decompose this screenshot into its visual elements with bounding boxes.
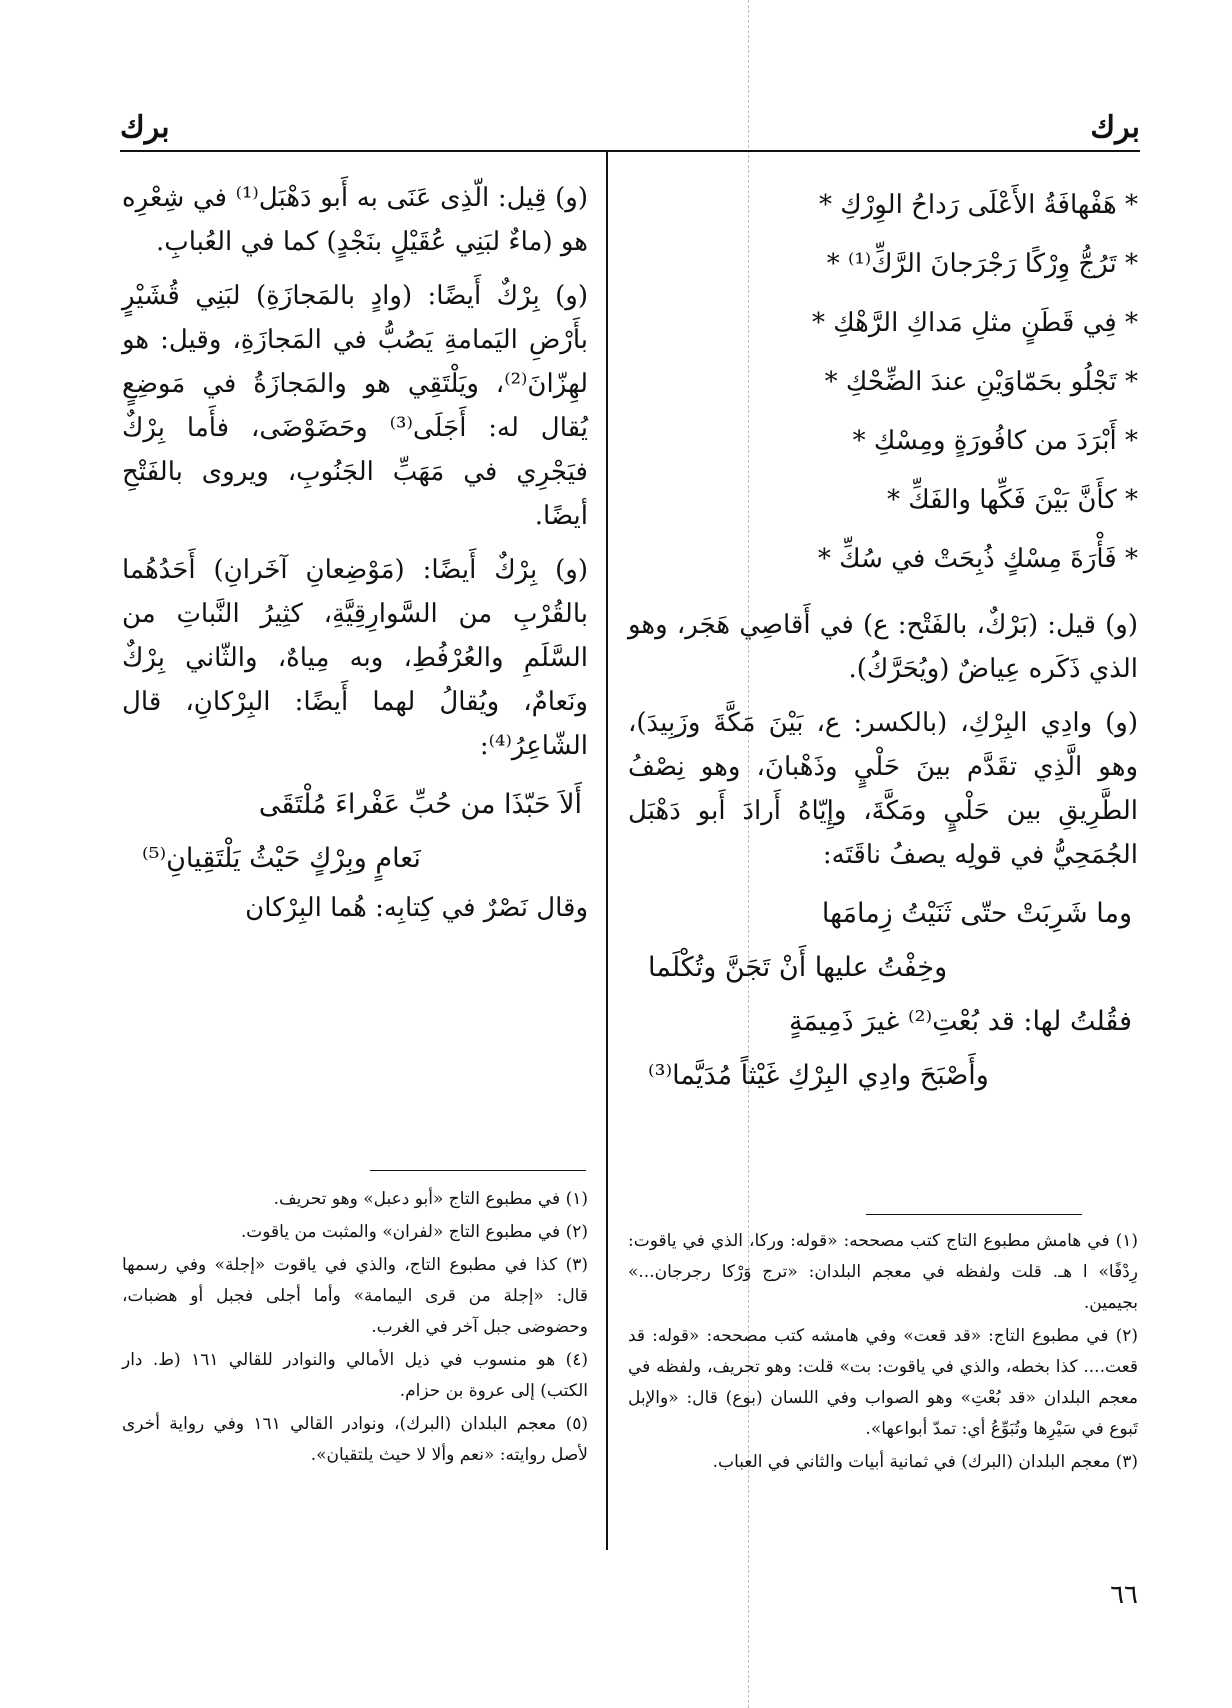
paragraph: (و) بِرْكٌ أَيضًا: (مَوْضِعانِ آخَرانِ) أَحَدُهُما بالقُرْبِ من السَّوارِقِيَّةِ، كثِيرُ النَّباتِ من السَّلَمِ والعُرْفُطِ، وبه مِياهٌ، والثّاني بِرْكٌ ونَعامٌ، ويُقالُ لهما أَيضًا: البِرْكانِ، قال الشّاعِرُ⁽⁴⁾:	[122, 555, 588, 761]
footnote: (١) في هامش مطبوع التاج كتب مصححه: «قوله: وركا، الذي في ياقوت: رِدْفًا» ا هـ. قلت ولفظه في معجم البلدان: «ترج وَرْكا رجرجان...» بجيمين.	[628, 1231, 1138, 1313]
header-title-right: برك	[1090, 110, 1140, 145]
poem-line: وما شَرِبَتْ حتّى ثَنَيْتُ زِمامَها	[821, 898, 1132, 929]
footnote-rule-right	[866, 1214, 1082, 1215]
paragraph: وقال نَصْرٌ في كِتابِه: هُما البِرْكان	[245, 893, 588, 923]
header-rule	[120, 150, 1140, 152]
column-divider	[606, 150, 608, 1550]
paragraph: (و) بِرْكٌ أَيضًا: (وادٍ بالمَجازَةِ) لبَنِي قُشَيْرٍ بأَرْضِ اليَمامةِ يَصُبُّ في المَجازَةِ، وقيل: هو لهِزّانَ⁽²⁾، ويَلْتَقِي هو والمَجازَةُ في مَوضِعٍ يُقال له: أَجَلَى⁽³⁾ وحَضَوْضَى، فأَما بِرْكٌ فيَجْرِي في مَهَبِّ الجَنُوبِ، ويروى بالفَتْحِ أيضًا.	[122, 281, 589, 531]
poem-line: فقُلتُ لها: قد بُعْتِ⁽²⁾ غيرَ ذَمِيمَةٍ	[788, 1006, 1132, 1037]
footnote: (٣) معجم البلدان (البرك) في ثمانية أبيات والثاني في العباب.	[712, 1452, 1138, 1472]
verse-block	[628, 176, 1138, 589]
poem-block	[628, 887, 1138, 1103]
poem-block	[122, 778, 588, 886]
footnotes-right	[628, 1226, 1138, 1480]
poem-line: نَعامٍ وبِرْكٍ حَيْثُ يَلْتَقِيانِ⁽⁵⁾	[142, 843, 421, 874]
verse-line: * كأَنَّ بَيْنَ فَكِّها والفَكِّ *	[886, 485, 1138, 515]
paragraph: (و) قِيل: الّذِى عَنَى به أَبو دَهْبَل⁽¹⁾ في شِعْرِه هو (ماءٌ لبَنِي عُقَيْلٍ بنَجْدٍ) كما في العُبابِ.	[122, 183, 589, 257]
verse-line: * تَرُجُّ وِرْكًا رَجْرَجانَ الرَّكِّ⁽¹⁾ *	[826, 249, 1138, 279]
verse-line: * فَأْرَةَ مِسْكٍ ذُبِحَتْ في سُكِّ *	[817, 544, 1138, 574]
paragraph: (و) وادِي البِرْكِ، (بالكسر: ع، بَيْنَ مَكَّةَ وزَبِيدَ)، وهو الَّذِي تقَدَّم بينَ حَلْيٍ وذَهْبانَ، وهو نِصْفُ الطَّرِيقِ بين حَلْيٍ ومَكَّةَ، وإِيّاهُ أَرادَ أَبو دَهْبَل الجُمَحِيُّ في قولِه يصفُ ناقَتَه:	[628, 708, 1138, 870]
footnote-rule-left	[370, 1170, 586, 1171]
left-column	[122, 176, 588, 940]
paragraph: (و) قيل: (بَرْكٌ، بالفَتْح: ع) في أَقاصِي هَجَر، وهو الذي ذَكَره عِياضٌ (ويُحَرَّكُ).	[628, 610, 1138, 684]
header-title-left: برك	[120, 110, 170, 145]
footnote: (٤) هو منسوب في ذيل الأمالي والنوادر للقالي ١٦١ (ط. دار الكتب) إلى عروة بن حزام.	[122, 1350, 588, 1401]
right-column	[628, 176, 1138, 1103]
verse-line: * تَجْلُو بحَمّاوَيْنِ عندَ الضِّحْكِ *	[824, 367, 1138, 397]
footnote: (٢) في مطبوع التاج «لفران» والمثبت من ياقوت.	[240, 1222, 588, 1242]
footnote: (٣) كذا في مطبوع التاج، والذي في ياقوت «إجلة» وفي رسمها قال: «إجلة من قرى اليمامة» وأما أجلى فجبل أو هضبات، وحضوضى جبل آخر في الغرب.	[122, 1255, 588, 1337]
poem-line: أَلاَ حَبّذَا من حُبِّ عَفْراءَ مُلْتَقَى	[258, 789, 582, 820]
poem-line: وخِفْتُ عليها أَنْ تَجَنَّ وتُكْلَما	[648, 952, 948, 983]
footnote: (٥) معجم البلدان (البرك)، ونوادر القالي ١٦١ وفي رواية أخرى لأصل روايته: «نعم وألا لا حيث يلتقيان».	[122, 1414, 589, 1465]
footnote: (٢) في مطبوع التاج: «قد قعت» وفي هامشه كتب مصححه: «قوله: قد قعت.... كذا بخطه، والذي في ياقوت: بت» قلت: وهو تحريف، ولفظه في معجم البلدان «قد بُعْتِ» وهو الصواب وفي اللسان (بوع) قال: «والإبل تَبوع في سَيْرِها وتُبَوِّعُ أي: تمدّ أبواعها».	[628, 1326, 1138, 1439]
verse-line: * فِي قَطَنٍ مثلِ مَداكِ الرَّهْكِ *	[811, 308, 1138, 338]
verse-line: * أَبْرَدَ من كافُورَةٍ ومِسْكِ *	[852, 426, 1138, 456]
verse-line: * هَفْهافَةُ الأَعْلَى رَداحُ الوِرْكِ *	[818, 190, 1138, 220]
poem-line: وأَصْبَحَ وادِي البِرْكِ غَيْثاً مُدَيَّما⁽³⁾	[648, 1060, 989, 1091]
footnotes-left	[122, 1184, 588, 1473]
page-number: ٦٦	[1110, 1580, 1138, 1610]
footnote: (١) في مطبوع التاج «أبو دعبل» وهو تحريف.	[273, 1189, 588, 1209]
